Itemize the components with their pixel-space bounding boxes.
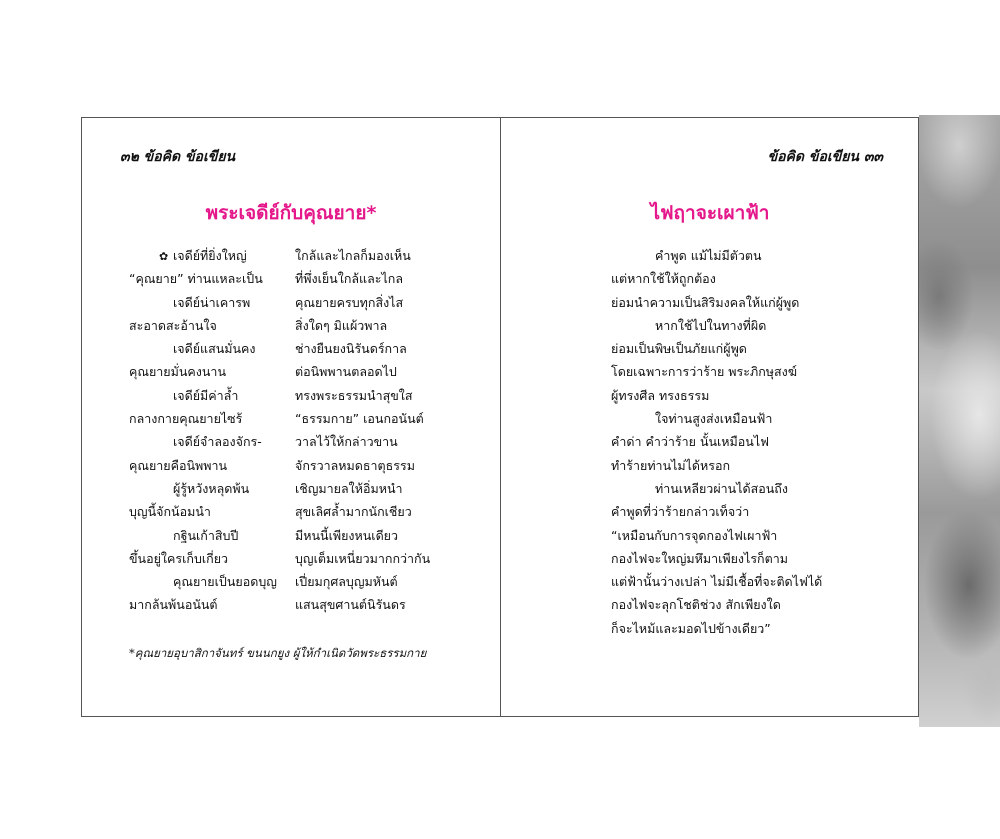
verse-line: สิ่งใดๆ มิแผ้วพาล bbox=[295, 317, 388, 333]
verse-line bbox=[611, 267, 822, 290]
flower-icon: ✿ bbox=[159, 250, 169, 263]
verse-line bbox=[611, 500, 822, 523]
right-poem-title: ไฟฤาจะเผาฟ้า bbox=[650, 202, 770, 224]
verse-line: มีหนนี้เพียงหนเดียว bbox=[295, 527, 399, 543]
verse-line bbox=[611, 407, 822, 430]
verse-line-text: เจดีย์ที่ยิ่งใหญ่ bbox=[173, 248, 247, 263]
verse-line-text: คำด่า คำว่าร้าย นั้นเหมือนไฟ bbox=[611, 434, 769, 450]
verse-line bbox=[129, 454, 277, 477]
verse-line bbox=[611, 547, 822, 570]
verse-line bbox=[611, 570, 822, 593]
verse-line: ต่อนิพพานตลอดไป bbox=[295, 364, 397, 380]
verse-line bbox=[611, 291, 822, 314]
left-verse-column-a bbox=[129, 244, 277, 617]
verse-line: คุณยายครบทุกสิ่งไส bbox=[295, 294, 404, 310]
verse-line: ช่างยืนยงนิรันดร์กาล bbox=[295, 341, 407, 357]
verse-line: เปี่ยมกุศลบุญมหันต์ bbox=[295, 574, 398, 590]
verse-line-text: ทำร้ายท่านไม่ได้หรอก bbox=[611, 457, 731, 473]
verse-line bbox=[129, 524, 277, 547]
right-running-head: ข้อคิด ข้อเขียน ๓๓ bbox=[767, 149, 883, 165]
verse-line-text: คำพูดที่ว่าร้ายกล่าวเท็จว่า bbox=[611, 504, 750, 520]
verse-line-text: กลางกายคุณยายไซร้ bbox=[129, 411, 243, 427]
verse-line bbox=[611, 454, 822, 477]
verse-line: สุขเลิศล้ำมากนักเชียว bbox=[295, 504, 412, 520]
verse-line: บุญเต็มเหนี่ยวมากกว่ากัน bbox=[295, 550, 431, 566]
verse-line: จักรวาลหมดธาตุธรรม bbox=[295, 457, 415, 473]
verse-line: ทรงพระธรรมนำสุขใส bbox=[295, 387, 413, 403]
verse-line bbox=[611, 314, 822, 337]
verse-line-text: กองไฟจะลุกโชติช่วง สักเพียงใด bbox=[611, 597, 781, 613]
verse-line bbox=[129, 477, 277, 500]
left-running-head: ๓๒ ข้อคิด ข้อเขียน bbox=[120, 149, 236, 165]
verse-line: วาลไว้ให้กล่าวขาน bbox=[295, 434, 398, 450]
verse-line-text: เจดีย์จำลองจักร- bbox=[173, 434, 262, 450]
left-verse-column-b bbox=[295, 244, 430, 617]
verse-line-text: บุญนี้จักน้อมนำ bbox=[129, 504, 211, 520]
verse-line bbox=[129, 570, 277, 593]
verse-line-text: ใจท่านสูงส่งเหมือนฟ้า bbox=[655, 411, 773, 427]
verse-line-text: “คุณยาย” ท่านแหละเป็น bbox=[129, 271, 263, 287]
verse-line-text: โดยเฉพาะการว่าร้าย พระภิกษุสงฆ์ bbox=[611, 364, 798, 380]
verse-line-text: หากใช้ไปในทางที่ผิด bbox=[655, 317, 767, 333]
verse-line-text: คุณยายคือนิพพาน bbox=[129, 457, 228, 473]
verse-line bbox=[129, 384, 277, 407]
verse-line bbox=[611, 593, 822, 616]
verse-line-text: ก็จะไหม้และมอดไปข้างเดียว” bbox=[611, 620, 771, 636]
book-spread bbox=[81, 117, 919, 717]
verse-line-text: สะอาดสะอ้านใจ bbox=[129, 317, 217, 333]
verse-line-text: ย่อมนำความเป็นสิริมงคลให้แก่ผู้พูด bbox=[611, 294, 800, 310]
verse-line bbox=[611, 524, 822, 547]
verse-line bbox=[611, 244, 822, 267]
footnote: *คุณยายอุบาสิกาจันทร์ ขนนกยูง ผู้ให้กำเนิดวัดพระธรรมกาย bbox=[129, 646, 427, 660]
right-verse-column bbox=[611, 244, 822, 640]
verse-line-text: มากล้นพ้นอนันต์ bbox=[129, 597, 218, 613]
verse-line bbox=[129, 337, 277, 360]
verse-line: “ธรรมกาย” เอนกอนันต์ bbox=[295, 411, 424, 427]
verse-line-text: เจดีย์แสนมั่นคง bbox=[173, 341, 256, 357]
verse-line-text: ท่านเหลียวผ่านได้สอนถึง bbox=[655, 480, 788, 496]
verse-line-text: คำพูด แม้ไม่มีตัวตน bbox=[655, 248, 762, 263]
verse-line-text: ผู้ทรงศีล ทรงธรรม bbox=[611, 387, 710, 403]
verse-line bbox=[129, 547, 277, 570]
verse-line bbox=[129, 267, 277, 290]
verse-line bbox=[129, 291, 277, 314]
verse-line-text: “เหมือนกับการจุดกองไฟเผาฟ้า bbox=[611, 527, 778, 543]
verse-line-text: กฐินเก้าสิบปี bbox=[173, 527, 239, 543]
verse-line-text: เจดีย์น่าเคารพ bbox=[173, 294, 251, 310]
verse-line-text: กองไฟจะใหญ่มหึมาเพียงไรก็ตาม bbox=[611, 550, 788, 566]
verse-line bbox=[129, 430, 277, 453]
verse-line bbox=[129, 593, 277, 616]
verse-line-text: ผู้รู้หวังหลุดพ้น bbox=[173, 480, 250, 496]
verse-line-text: แต่ฟ้านั้นว่างเปล่า ไม่มีเชื้อที่จะติดไฟได้ bbox=[611, 574, 823, 590]
left-poem-title: พระเจดีย์กับคุณยาย* bbox=[205, 202, 377, 224]
verse-line-text: ย่อมเป็นพิษเป็นภัยแก่ผู้พูด bbox=[611, 341, 747, 357]
verse-line-text: เจดีย์มีค่าล้ำ bbox=[173, 387, 239, 403]
verse-line bbox=[611, 384, 822, 407]
verse-line bbox=[129, 314, 277, 337]
verse-line bbox=[611, 617, 822, 640]
verse-line bbox=[611, 337, 822, 360]
verse-line bbox=[611, 360, 822, 383]
verse-line bbox=[129, 360, 277, 383]
verse-line: เชิญมายลให้อิ่มหนำ bbox=[295, 480, 403, 496]
verse-line bbox=[129, 407, 277, 430]
verse-line bbox=[611, 430, 822, 453]
verse-line bbox=[611, 477, 822, 500]
left-page bbox=[82, 118, 500, 716]
right-page bbox=[501, 118, 919, 716]
verse-line-text: แต่หากใช้ให้ถูกต้อง bbox=[611, 271, 716, 287]
verse-line bbox=[129, 244, 277, 267]
verse-line: แสนสุขศานต์นิรันดร bbox=[295, 597, 406, 613]
verse-line bbox=[129, 500, 277, 523]
verse-line-text: ขึ้นอยู่ใครเก็บเกี่ยว bbox=[129, 550, 229, 566]
verse-line: ที่พึ่งเย็นใกล้และไกล bbox=[295, 271, 404, 287]
verse-line: ใกล้และไกลก็มองเห็น bbox=[295, 248, 411, 263]
sky-photo-strip bbox=[919, 115, 1000, 727]
verse-line-text: คุณยายเป็นยอดบุญ bbox=[173, 574, 277, 590]
verse-line-text: คุณยายมั่นคงนาน bbox=[129, 364, 226, 380]
